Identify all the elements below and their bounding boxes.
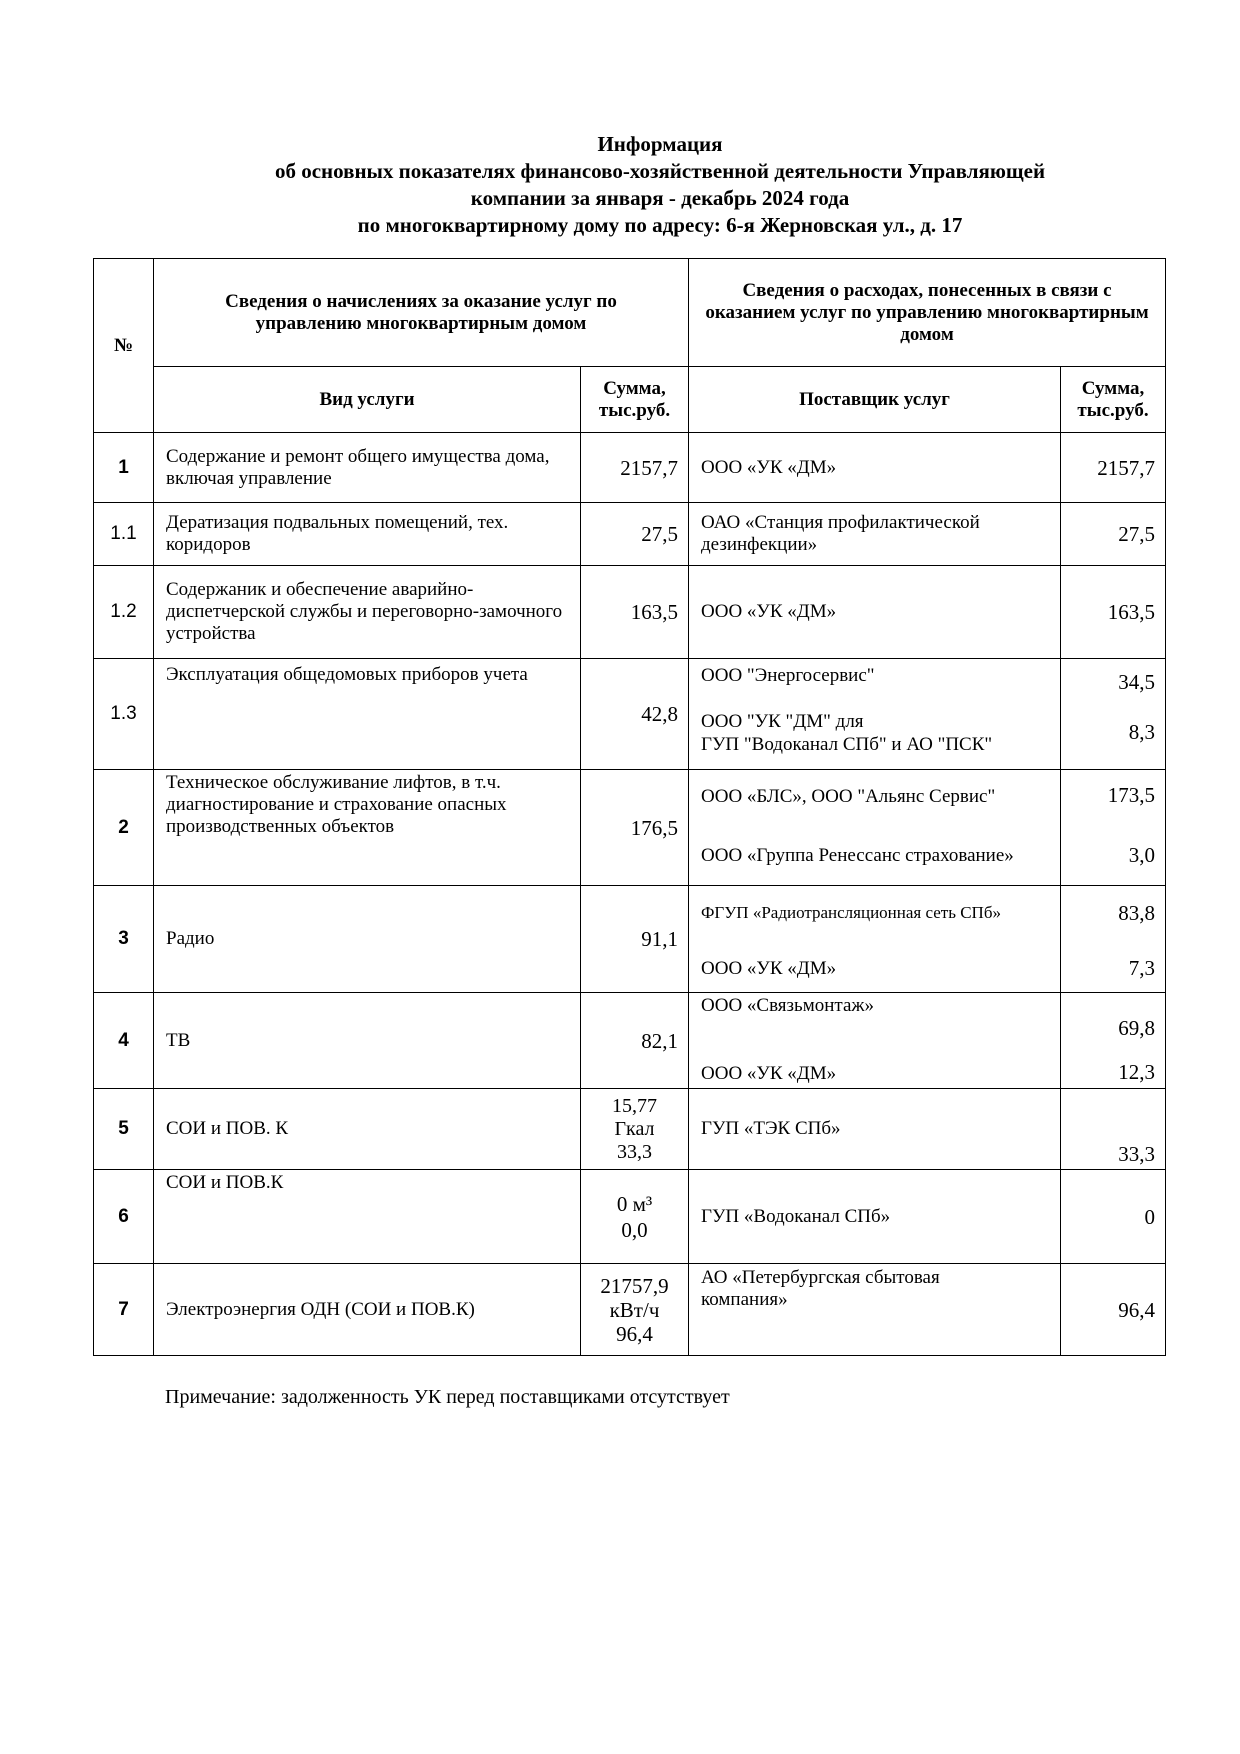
col-sum-header: Сумма, тыс.руб. [581,367,689,433]
service-sum: 27,5 [581,503,689,566]
supplier-cell [689,659,1061,770]
table-row [94,659,1166,770]
supplier-sum: 8,3 [1128,720,1156,744]
supplier-name: АО «Петербургская сбытовая компания» [689,1264,1061,1356]
service-sum-cell [581,1170,689,1264]
service-sum: 176,5 [581,770,689,886]
title-line-2: об основных показателях финансово-хозяйственной деятельности Управляющей [274,159,1046,183]
service-sum: 91,1 [581,886,689,993]
row-number: 2 [94,770,154,886]
supplier-sum: 0 [1061,1170,1166,1264]
supplier-sum: 173,5 [1107,783,1156,807]
supplier-cell [689,993,1061,1089]
supplier-name: ГУП «Водоканал СПб» [689,1170,1061,1264]
service-name: Электроэнергия ОДН (СОИ и ПОВ.К) [154,1264,581,1356]
supplier-name: ООО «Связьмонтаж» [701,995,875,1016]
service-name: Содержание и ремонт общего имущества дома, включая управление [154,433,581,503]
table-row [94,433,1166,503]
row-number: 3 [94,886,154,993]
supplier-name: ООО «БЛС», ООО "Альянс Сервис" [701,786,996,807]
service-sum: 82,1 [581,993,689,1089]
service-sum-cell [581,1089,689,1170]
supplier-name: ООО «УК «ДМ» [701,958,837,979]
supplier-sum: 34,5 [1118,670,1156,694]
supplier-name: ФГУП «Радиотрансляционная сеть СПб» [701,903,1001,922]
supplier-sum-cell [1061,770,1166,886]
row-number: 1.1 [94,503,154,566]
row-number: 5 [94,1089,154,1170]
service-sum-cell [581,1264,689,1356]
service-unit: кВт/ч [609,1297,660,1322]
col-sum2-header: Сумма, тыс.руб. [1061,367,1166,433]
supplier-sum: 12,3 [1118,1060,1156,1084]
service-quantity: 21757,9 [600,1273,669,1298]
table-row [94,770,1166,886]
service-sum: 0,0 [621,1217,648,1242]
service-sum: 163,5 [581,566,689,659]
financial-table [93,258,1166,1356]
service-name: Содержаник и обеспечение аварийно-диспетчерской службы и переговорно-замочного устройства [154,566,581,659]
service-name: Эксплуатация общедомовых приборов учета [154,659,581,770]
supplier-sum-cell [1061,993,1166,1089]
service-sum: 42,8 [581,659,689,770]
supplier-sum: 69,8 [1118,1016,1156,1040]
service-sum: 33,3 [617,1140,652,1163]
service-quantity: 15,77 [612,1094,657,1117]
table-row [94,993,1166,1089]
footnote: Примечание: задолженность УК перед поставщиками отсутствует [165,1386,730,1408]
supplier-name: ОАО «Станция профилактической дезинфекции» [689,503,1061,566]
table-row [94,1170,1166,1264]
table-row [94,503,1166,566]
service-sum: 96,4 [616,1321,653,1346]
service-sum: 2157,7 [581,433,689,503]
document-title [0,131,1240,239]
supplier-sum: 27,5 [1061,503,1166,566]
service-name: Техническое обслуживание лифтов, в т.ч. диагностирование и страхование опасных производственных объектов [154,770,581,886]
supplier-sum: 83,8 [1118,901,1156,925]
supplier-sum: 7,3 [1128,956,1156,980]
service-name: ТВ [154,993,581,1089]
group-header-expenses: Сведения о расходах, понесенных в связи с оказанием услуг по управлению многоквартирным домом [689,259,1166,367]
supplier-name: ООО «Группа Ренессанс страхование» [701,845,1014,866]
row-number: 4 [94,993,154,1089]
group-header-charges: Сведения о начислениях за оказание услуг по управлению многоквартирным домом [154,259,689,367]
table-row [94,566,1166,659]
supplier-name: ООО «УК «ДМ» [701,1063,837,1084]
row-number: 7 [94,1264,154,1356]
supplier-cell [689,770,1061,886]
col-service-header: Вид услуги [154,367,581,433]
supplier-sum-cell [1061,659,1166,770]
title-line-4: по многоквартирному дому по адресу: 6-я Жерновская ул., д. 17 [357,213,963,237]
row-number: 1.3 [94,659,154,770]
supplier-name: ООО «УК «ДМ» [689,566,1061,659]
table-row [94,1264,1166,1356]
supplier-sum: 33,3 [1061,1089,1166,1170]
service-unit: Гкал [614,1117,655,1140]
supplier-sum: 3,0 [1128,843,1156,867]
supplier-sum: 96,4 [1061,1264,1166,1356]
row-number: 6 [94,1170,154,1264]
supplier-sum: 2157,7 [1061,433,1166,503]
title-line-3: компании за января - декабрь 2024 года [470,186,850,210]
row-number: 1 [94,433,154,503]
supplier-sum-cell [1061,886,1166,993]
supplier-name: ГУП «ТЭК СПб» [689,1089,1061,1170]
supplier-name: ООО «УК «ДМ» [689,433,1061,503]
service-name: Радио [154,886,581,993]
row-number: 1.2 [94,566,154,659]
title-line-1: Информация [597,132,723,156]
table-row [94,886,1166,993]
table-row [94,1089,1166,1170]
service-name: СОИ и ПОВ.К [154,1170,581,1264]
supplier-cell [689,886,1061,993]
col-supplier-header: Поставщик услуг [689,367,1061,433]
col-num-header: № [94,259,154,433]
service-name: СОИ и ПОВ. К [154,1089,581,1170]
supplier-name-line-1: ООО "УК "ДМ" для [701,711,864,732]
supplier-name: ООО "Энергосервис" [701,665,875,686]
service-quantity: 0 м³ [616,1191,653,1216]
supplier-sum: 163,5 [1061,566,1166,659]
supplier-name-line-2: ГУП "Водоканал СПб" и АО "ПСК" [701,734,993,755]
service-name: Дератизация подвальных помещений, тех. коридоров [154,503,581,566]
